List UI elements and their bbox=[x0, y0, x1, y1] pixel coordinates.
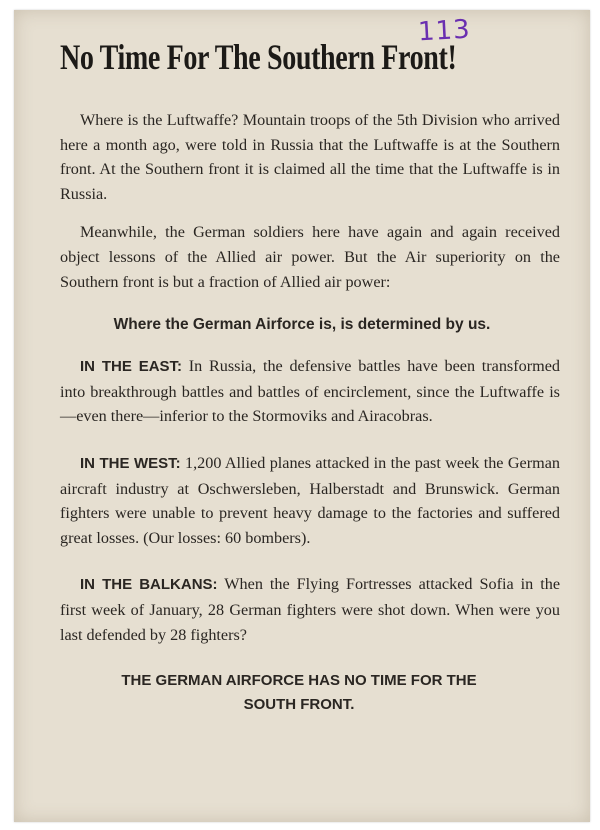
conclusion-line-2: SOUTH FRONT. bbox=[243, 696, 355, 714]
intro-paragraph: Where is the Luftwaffe? Mountain troops of the 5th Division who arrived here a month ago, were told in Russia that the Luftwaffe is at the Southern front. At the Southern front it is claimed all the time that the Luftwaffe is in Russia. bbox=[60, 111, 560, 203]
page-title: No Time For The Southern Front! bbox=[60, 37, 457, 77]
section-east bbox=[60, 354, 560, 429]
section-balkans-label: IN THE BALKANS: bbox=[80, 576, 218, 594]
conclusion-line-1: THE GERMAN AIRFORCE HAS NO TIME FOR THE bbox=[121, 672, 477, 690]
section-balkans-text: When the Flying Fortresses attacked Sofia in the first week of January, 28 German fighters were shot down. When were you last defended by 28 fighters? bbox=[60, 575, 561, 644]
headline-statement: Where the German Airforce is, is determined by us. bbox=[113, 316, 491, 334]
section-balkans bbox=[60, 572, 560, 647]
handwritten-annotation: 113 bbox=[417, 14, 472, 48]
section-east-label: IN THE EAST: bbox=[80, 358, 183, 376]
leaflet-page bbox=[14, 10, 590, 822]
section-east-text: In Russia, the defensive battles have been transformed into breakthrough battles and battles of encirclement, since the Luftwaffe is—even there—inferior to the Stormoviks and Airacobras. bbox=[60, 357, 560, 426]
conclusion bbox=[60, 669, 560, 717]
section-west bbox=[60, 451, 560, 550]
section-west-text: 1,200 Allied planes attacked in the past week the German aircraft industry at Oschwersleben, Halberstadt and Brunswick. German fighters were unable to prevent heavy damage to the factories and suffered great losses. (Our losses: 60 bombers). bbox=[60, 453, 560, 547]
section-west-label: IN THE WEST: bbox=[80, 454, 181, 472]
air-power-paragraph: Meanwhile, the German soldiers here have again and again received object lessons of the Allied air power. But the Air superiority on the Southern front is but a fraction of Allied air power: bbox=[60, 223, 560, 291]
